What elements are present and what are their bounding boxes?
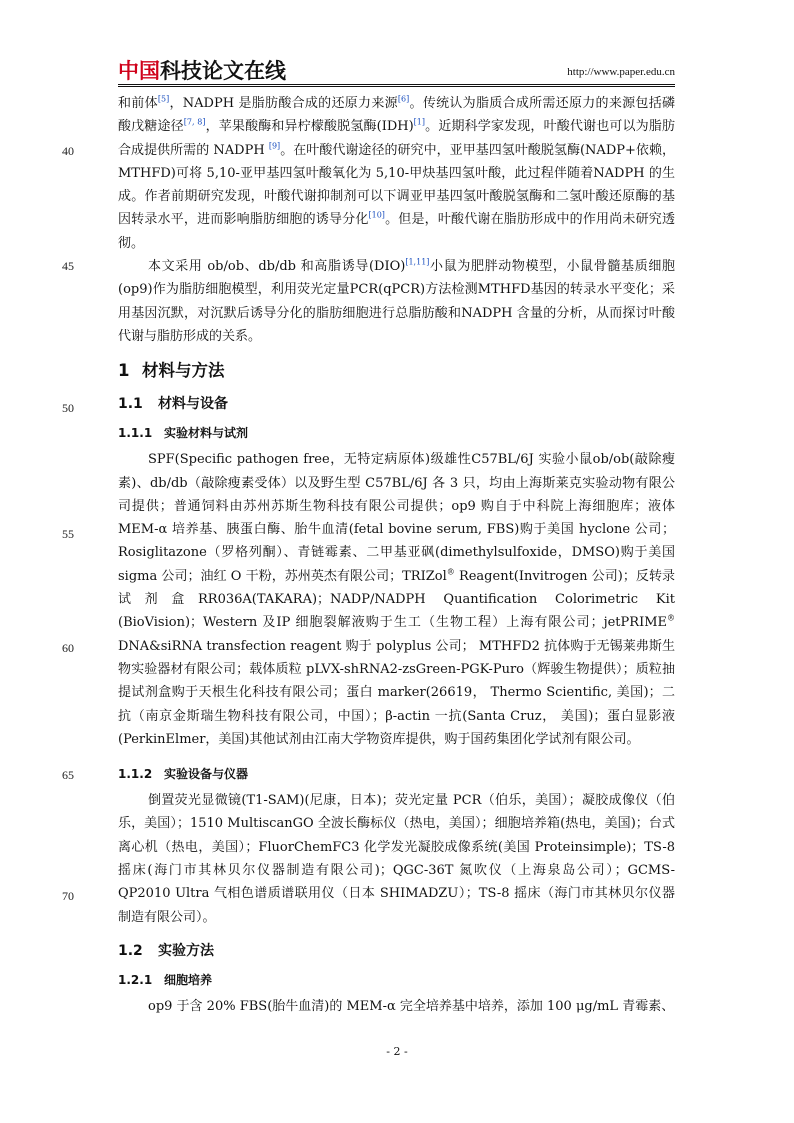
paragraph-intro-2: [118, 255, 675, 348]
text: 小鼠为肥胖动物模型，小鼠骨髓基质细胞(op9)作为脂肪细胞模型，利用荧光定量PCR(qPCR)方法检测MTHFD基因的转录水平变化；采用基因沉默，对沉默后诱导分化的脂肪细胞进行总脂肪酸和NADPH 含量的分析，从而探讨叶酸代谢与脂肪形成的关系。: [118, 259, 675, 344]
section-title: 实验方法: [158, 942, 214, 959]
section-number: 1.1.2: [118, 767, 153, 782]
article-body: [118, 92, 675, 1018]
section-heading-1-2: [118, 939, 675, 963]
text: ，NADPH 是脂肪酸合成的还原力来源: [169, 96, 398, 111]
line-number: 60: [62, 641, 74, 655]
citation-ref[interactable]: [9]: [268, 141, 281, 151]
text: 。但是，叶酸代谢在脂肪形成中的作用尚未研究透彻。: [118, 212, 675, 251]
text: DNA&siRNA transfection reagent 购于 polyplus 公司； MTHFD2 抗体购于无锡莱弗斯生物实验器材有限公司；载体质粒 pLVX-shRNA2-zsGreen-PGK-Puro（辉骏生物提供）；质粒抽提试剂盒购于天根生化科技有限公司；蛋白 marker(26619， Thermo Scientific, 美国)；二抗（南京金斯瑞生物科技有限公司，中国）；β-actin 一抗(Santa Cruz， 美国)；蛋白显影液(PerkinElmer，美国)其他试剂由江南大学物资库提供，购于国药集团化学试剂有限公司。: [118, 638, 675, 747]
citation-ref[interactable]: [5]: [157, 94, 170, 104]
citation-ref[interactable]: [1]: [413, 117, 426, 127]
logo-black-text: 科技论文在线: [160, 59, 286, 83]
text: 。在叶酸代谢途径的研究中，亚甲基四氢叶酸脱氢酶(NADP+依赖，MTHFD)可将 5,10-亚甲基四氢叶酸氧化为 5,10-甲炔基四氢叶酸，此过程伴随着NADPH 的生成。作者前期研究发现，叶酸代谢抑制剂可以下调亚甲基四氢叶酸脱氢酶和二氢叶酸还原酶的基因转录水平，进而影响脂肪细胞的诱导分化: [118, 142, 675, 228]
page-header: [118, 58, 675, 84]
text: 倒置荧光显微镜(T1-SAM)(尼康，日本)；荧光定量 PCR（伯乐，美国）；凝胶成像仪（伯乐，美国）；1510 MultiscanGO 全波长酶标仪（热电，美国）；细胞培养箱(热电，美国)；台式离心机（热电，美国）；FluorChemFC3 化学发光凝胶成像系统(美国 Proteinsimple)；TS-8 摇床(海门市其林贝尔仪器制造有限公司)；QGC-36T 氮吹仪（上海泉岛公司）；GCMS-QP2010 Ultra 气相色谱质谱联用仪（日本 SHIMADZU）；TS-8 摇床（海门市其林贝尔仪器制造有限公司）。: [118, 793, 675, 925]
section-title: 细胞培养: [164, 972, 213, 987]
paragraph-cell-culture: [118, 995, 675, 1018]
section-title: 材料与设备: [158, 396, 228, 413]
journal-logo: [118, 58, 286, 84]
header-url[interactable]: http://www.paper.edu.cn: [567, 66, 675, 78]
line-number: 55: [62, 527, 74, 541]
paragraph-materials: [118, 448, 675, 751]
citation-ref[interactable]: [1,11]: [405, 257, 430, 267]
header-rule-thin: [118, 86, 675, 87]
citation-ref[interactable]: [10]: [368, 211, 385, 221]
section-heading-1-1: [118, 392, 675, 416]
paragraph-intro-1: [118, 92, 675, 255]
text: 。传统认为脂质合成所需还原力的来源包括磷酸戊糖途径: [118, 96, 675, 135]
text: 和前体: [118, 96, 158, 111]
section-number: 1.2.1: [118, 972, 153, 987]
text: Reagent(Invitrogen 公司)；反转录试剂盒RR036A(TAKARA)；NADP/NADPH Quantification Colorimetric Kit (BioVision)；Western 及IP 细胞裂解液购于生工（生物工程）上海有限公司；jetPRIME: [118, 568, 675, 631]
text: ，苹果酸酶和异柠檬酸脱氢酶(IDH): [205, 119, 414, 135]
text: 本文采用 ob/ob、db/db 和高脂诱导(DIO): [148, 259, 406, 275]
section-heading-1-2-1: [118, 969, 675, 991]
line-number: 70: [62, 889, 74, 903]
line-number: 65: [62, 768, 74, 782]
section-heading-1-1-1: [118, 422, 675, 444]
section-number: 1: [118, 361, 130, 381]
logo-red-text: 中国: [118, 59, 160, 83]
text: op9 于含 20% FBS(胎牛血清)的 MEM-α 完全培养基中培养，添加 100 μg/mL 青霉素、: [148, 998, 675, 1014]
section-heading-1: [118, 358, 675, 384]
text: 。近期科学家发现，叶酸代谢也可以为脂肪合成提供所需的 NADPH: [118, 119, 675, 158]
section-title: 材料与方法: [142, 361, 225, 381]
header-rule: [118, 84, 675, 85]
paragraph-equipment: [118, 789, 675, 929]
line-number: 40: [62, 144, 74, 158]
section-title: 实验材料与试剂: [164, 426, 249, 441]
section-number: 1.1: [118, 396, 143, 413]
line-number: 45: [62, 259, 74, 273]
citation-ref[interactable]: [7, 8]: [183, 117, 206, 127]
registered-mark: ®: [667, 614, 675, 624]
section-heading-1-1-2: [118, 763, 675, 785]
page-number: - 2 -: [386, 1045, 408, 1058]
line-number: 50: [62, 401, 74, 415]
section-number: 1.1.1: [118, 426, 153, 441]
section-title: 实验设备与仪器: [164, 767, 249, 782]
registered-mark: ®: [446, 567, 455, 577]
citation-ref[interactable]: [6]: [397, 94, 410, 104]
text: SPF(Specific pathogen free，无特定病原体)级雄性C57BL/6J 实验小鼠ob/ob(敲除瘦素)、db/db（敲除瘦素受体）以及野生型 C57BL/6J 各 3 只，均由上海斯莱克实验动物有限公司提供；普通饲料由苏州苏斯生物科技有限公司提供；op9 购自于中科院上海细胞库；液体MEM-α 培养基、胰蛋白酶、胎牛血清(fetal bovine serum, FBS)购于美国 hyclone 公司；Rosiglitazone（罗格列酮）、青链霉素、二甲基亚砜(dimethylsulfoxide，DMSO)购于美国 sigma 公司；油红 O 干粉，苏州英杰有限公司；TRIZol: [118, 452, 675, 584]
section-number: 1.2: [118, 942, 143, 959]
